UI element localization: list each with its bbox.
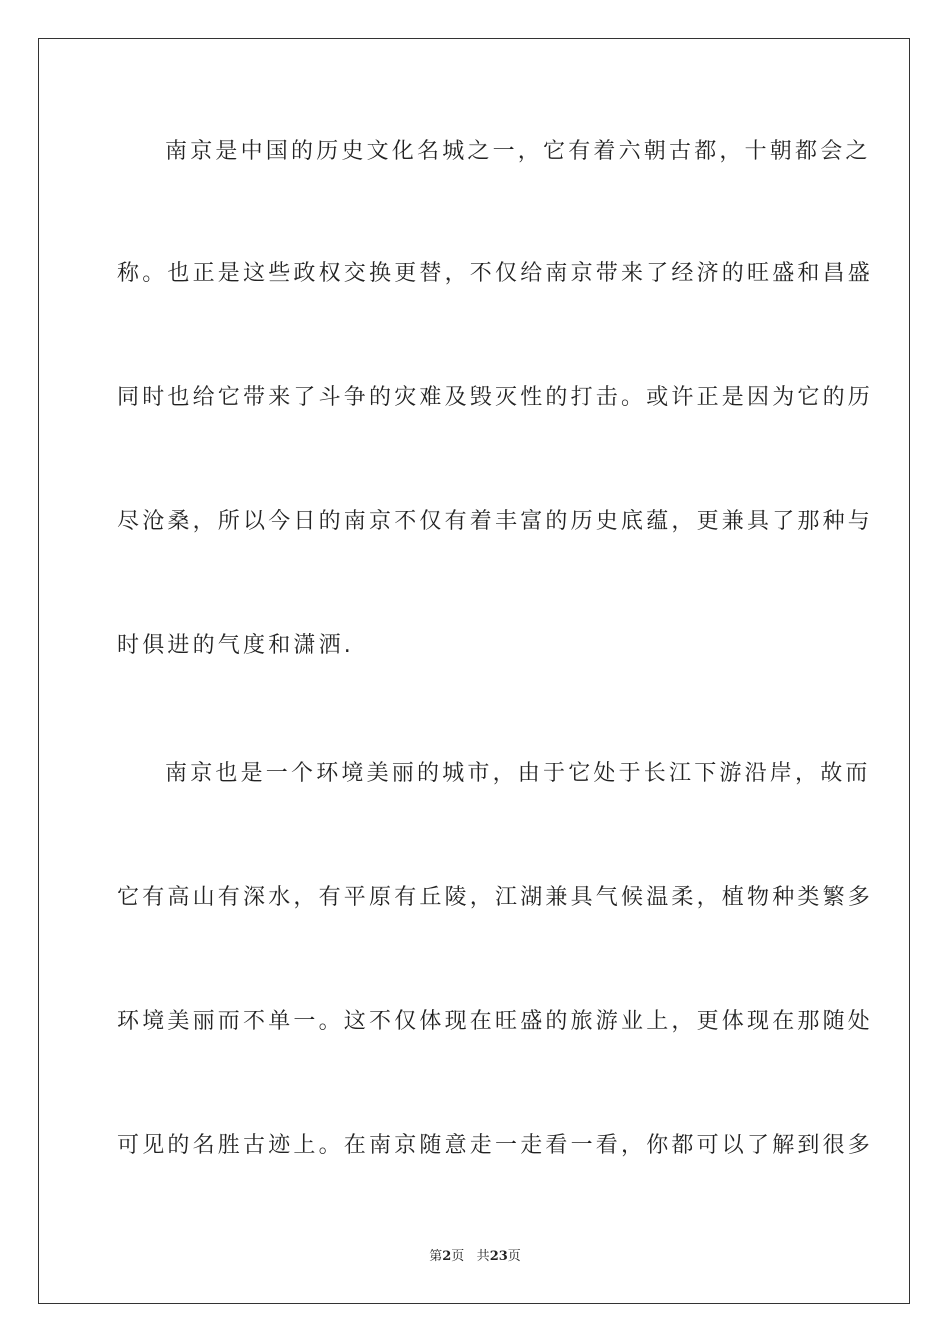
page-suffix: 页: [451, 1249, 465, 1264]
paragraph-1-line-5: 时俱进的气度和潇洒.: [117, 633, 354, 658]
paragraph-1-line-4: 尽沧桑，所以今日的南京不仅有着丰富的历史底蕴，更兼具了那种与: [117, 509, 874, 534]
paragraph-1-line-2: 称。也正是这些政权交换更替，不仅给南京带来了经济的旺盛和昌盛: [117, 261, 874, 286]
paragraph-1-line-1: 南京是中国的历史文化名城之一，它有着六朝古都，十朝都会之: [165, 139, 871, 164]
total-page-count: 23: [489, 1249, 508, 1264]
paragraph-2-line-2: 它有高山有深水，有平原有丘陵，江湖兼具气候温柔，植物种类繁多: [117, 885, 874, 910]
paragraph-2-line-1: 南京也是一个环境美丽的城市，由于它处于长江下游沿岸，故而: [165, 761, 871, 786]
paragraph-2-line-3: 环境美丽而不单一。这不仅体现在旺盛的旅游业上，更体现在那随处: [117, 1009, 874, 1034]
total-suffix: 页: [507, 1249, 521, 1264]
page-border: [38, 38, 910, 1304]
paragraph-1-line-3: 同时也给它带来了斗争的灾难及毁灭性的打击。或许正是因为它的历: [117, 385, 874, 410]
total-prefix: 共: [476, 1249, 490, 1264]
page-prefix: 第: [429, 1249, 443, 1264]
paragraph-2-line-4: 可见的名胜古迹上。在南京随意走一走看一看，你都可以了解到很多: [117, 1133, 874, 1158]
page-footer: [0, 1248, 950, 1266]
current-page-number: 2: [442, 1249, 452, 1264]
